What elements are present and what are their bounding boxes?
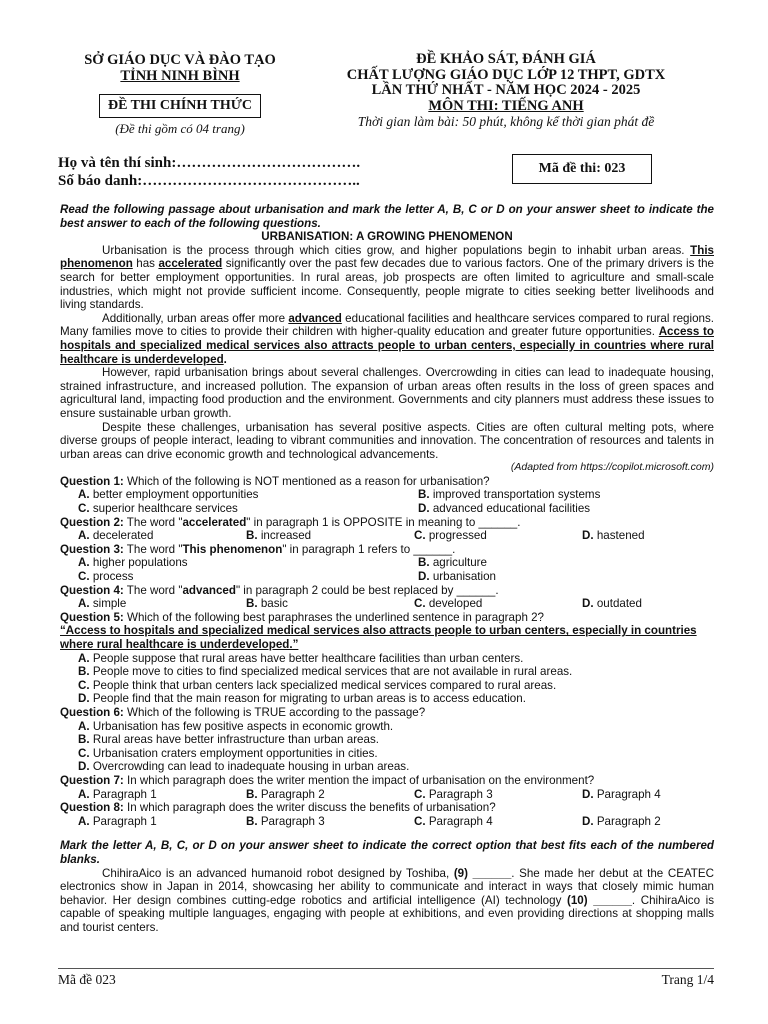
option-text: developed xyxy=(428,597,483,611)
option-c[interactable] xyxy=(78,502,418,516)
option-letter: C. xyxy=(78,746,90,760)
blank-10[interactable]: (10) ______ xyxy=(566,893,632,907)
p2-end: . xyxy=(223,352,227,366)
option-text: Paragraph 3 xyxy=(260,814,325,828)
option-d[interactable] xyxy=(582,788,682,802)
option-text: Urbanisation craters employment opportunities in cities. xyxy=(92,746,378,760)
option-d[interactable] xyxy=(582,597,682,611)
header-right xyxy=(318,52,694,130)
option-a[interactable] xyxy=(78,597,246,611)
question-4 xyxy=(60,584,714,598)
option-text: People find that the main reason for migrating to urban areas is to access education. xyxy=(92,692,526,706)
quoted-sentence: “Access to hospitals and specialized medical services also attracts people to urban centers, especially in countries where rural healthcare is underdeveloped.” xyxy=(60,624,697,651)
question-8 xyxy=(60,801,714,815)
question-keyword: accelerated xyxy=(182,515,247,529)
option-c[interactable] xyxy=(414,815,582,829)
exam-title-line3: LẦN THỨ NHẤT - NĂM HỌC 2024 - 2025 xyxy=(371,82,641,98)
option-letter: C. xyxy=(78,502,90,516)
spacer xyxy=(60,828,714,839)
option-text: improved transportation systems xyxy=(432,488,601,502)
option-text: Paragraph 3 xyxy=(428,787,493,801)
option-c[interactable] xyxy=(60,747,714,761)
option-text: Urbanisation has few positive aspects in economic growth. xyxy=(92,719,394,733)
passage-paragraph-3: However, rapid urbanisation brings about several challenges. Overcrowding in cities can lead to inadequate housing, strained infrastructure, and increased pollution. The expansion of urban areas often results in the loss of green spaces and agricultural land, impacting food production and the environment. Governments and city planners must address these issues to ensure sustainable urban growth. xyxy=(60,366,714,420)
cloze-text: . She made her debut at the CEATEC electronics show in Japan in 2014, showcasing her ability to communicate and interact in ways that closely mimic human behavior. Her design combines cutting-edge robotics and artificial intelligence (AI) technology xyxy=(60,866,714,907)
option-text: Paragraph 2 xyxy=(260,787,325,801)
footer-exam-code: Mã đề 023 xyxy=(58,972,116,987)
option-letter: B. xyxy=(246,597,258,611)
p1-text-a: Urbanisation is the process through which cities grow, and higher populations begin to inhabit urban areas. xyxy=(102,243,691,257)
option-letter: A. xyxy=(78,529,90,543)
exam-subject: MÔN THI: TIẾNG ANH xyxy=(428,97,584,114)
p1-underlined-accelerated: accelerated xyxy=(158,257,223,271)
option-letter: B. xyxy=(246,787,258,801)
option-text: Overcrowding can lead to inadequate housing in urban areas. xyxy=(92,760,410,774)
question-5 xyxy=(60,611,714,625)
footer-page-number: Trang 1/4 xyxy=(661,972,714,987)
question-label: Question 2: xyxy=(60,515,124,529)
question-label: Question 8: xyxy=(60,801,124,815)
option-text: increased xyxy=(260,529,312,543)
option-letter: B. xyxy=(246,814,258,828)
passage-title: URBANISATION: A GROWING PHENOMENON xyxy=(261,230,513,244)
question-3 xyxy=(60,543,714,557)
option-letter: A. xyxy=(78,814,90,828)
passage-paragraph-4: Despite these challenges, urbanisation has several positive aspects. Cities are often cultural melting pots, where diverse groups of people interact, leading to vibrant communities and innovation. The concentration of resources and talents in urban areas can drive economic growth and technological advancements. xyxy=(60,420,714,461)
option-a[interactable] xyxy=(60,720,714,734)
option-b[interactable] xyxy=(246,788,414,802)
p2-underlined-sentence: Access to hospitals and specialized medical services also attracts people to urban centers, especially in countries where rural healthcare is underdeveloped xyxy=(60,325,714,366)
option-text: higher populations xyxy=(92,556,188,570)
option-letter: C. xyxy=(414,814,426,828)
options-row xyxy=(60,556,714,570)
option-letter: C. xyxy=(78,678,90,692)
question-text: In which paragraph does the writer discuss the benefits of urbanisation? xyxy=(123,801,496,815)
option-letter: A. xyxy=(78,556,90,570)
p2-underlined-advanced: advanced xyxy=(288,311,342,325)
option-letter: B. xyxy=(78,733,90,747)
option-a[interactable] xyxy=(78,488,418,502)
option-letter: D. xyxy=(582,597,594,611)
option-text: process xyxy=(92,570,134,584)
option-letter: D. xyxy=(418,570,430,584)
option-a[interactable] xyxy=(78,556,418,570)
candidate-info xyxy=(58,154,360,190)
question-text: In which paragraph does the writer mention the impact of urbanisation on the environment? xyxy=(123,773,595,787)
option-letter: A. xyxy=(78,488,90,502)
exam-title-line1: ĐỀ KHẢO SÁT, ĐÁNH GIÁ xyxy=(416,51,596,67)
option-c[interactable] xyxy=(414,788,582,802)
p1-underlined-phenomenon: This phenomenon xyxy=(60,243,714,271)
option-text: hastened xyxy=(596,529,645,543)
option-b[interactable] xyxy=(60,665,714,679)
option-text: basic xyxy=(260,597,288,611)
question-text: Which of the following best paraphrases the underlined sentence in paragraph 2? xyxy=(123,610,545,624)
option-text: better employment opportunities xyxy=(92,488,259,502)
province-name: TỈNH NINH BÌNH xyxy=(120,68,240,84)
option-letter: B. xyxy=(418,488,430,502)
options-row xyxy=(60,815,714,829)
option-d[interactable] xyxy=(418,502,758,516)
option-text: urbanisation xyxy=(432,570,496,584)
option-letter: C. xyxy=(414,529,426,543)
option-a[interactable] xyxy=(60,652,714,666)
option-d[interactable] xyxy=(418,570,758,584)
page-footer xyxy=(58,968,714,987)
option-text: People move to cities to find specialized medical services that are not available in rural areas. xyxy=(92,665,573,679)
option-a[interactable] xyxy=(78,815,246,829)
passage-paragraph-1 xyxy=(60,244,714,312)
question-text: Which of the following is NOT mentioned as a reason for urbanisation? xyxy=(123,474,490,488)
question-text: The word " xyxy=(123,515,183,529)
candidate-name-line: Họ và tên thí sinh:………………………………. xyxy=(58,155,361,171)
option-c[interactable] xyxy=(414,529,582,543)
option-letter: D. xyxy=(418,502,430,516)
p1-text-b: has xyxy=(132,257,159,271)
header-left xyxy=(58,52,302,137)
option-text: simple xyxy=(92,597,127,611)
option-d[interactable] xyxy=(60,692,714,706)
option-text: superior healthcare services xyxy=(92,502,238,516)
option-d[interactable] xyxy=(582,815,682,829)
option-c[interactable] xyxy=(78,570,418,584)
option-letter: C. xyxy=(78,570,90,584)
option-b[interactable] xyxy=(246,529,414,543)
option-letter: A. xyxy=(78,787,90,801)
option-letter: C. xyxy=(414,597,426,611)
option-letter: B. xyxy=(246,529,258,543)
passage-source: (Adapted from https://copilot.microsoft.com) xyxy=(510,461,714,474)
option-b[interactable] xyxy=(418,488,758,502)
question-label: Question 1: xyxy=(60,474,124,488)
official-exam-box: ĐỀ THI CHÍNH THỨC xyxy=(99,94,261,118)
option-letter: A. xyxy=(78,651,90,665)
option-a[interactable] xyxy=(78,788,246,802)
cloze-text: . ChihiraAico is capable of speaking multiple languages, engaging with people at exhibitions, and even providing directions at shopping malls and tourist centers. xyxy=(60,893,714,934)
option-letter: D. xyxy=(582,814,594,828)
blank-9[interactable]: (9) ______ xyxy=(453,866,512,880)
department-name: SỞ GIÁO DỤC VÀ ĐÀO TẠO xyxy=(84,52,276,68)
question-keyword: advanced xyxy=(182,583,236,597)
section1-instruction: Read the following passage about urbanisation and mark the letter A, B, C or D on your answer sheet to indicate the best answer to each of the following questions. xyxy=(60,203,714,230)
exam-code-box: Mã đề thi: 023 xyxy=(512,154,652,184)
option-letter: D. xyxy=(78,692,90,706)
question-text: " in paragraph 2 could be best replaced by ______. xyxy=(235,583,499,597)
question-text: " in paragraph 1 refers to ______. xyxy=(282,542,456,556)
question-label: Question 5: xyxy=(60,610,124,624)
option-text: Rural areas have better infrastructure than urban areas. xyxy=(92,733,379,747)
option-b[interactable] xyxy=(246,597,414,611)
exam-content xyxy=(60,203,714,934)
option-letter: D. xyxy=(582,787,594,801)
option-text: People suppose that rural areas have better healthcare facilities than urban centers. xyxy=(92,651,524,665)
options-row xyxy=(60,529,714,543)
question-label: Question 3: xyxy=(60,542,124,556)
question-1 xyxy=(60,475,714,489)
question-text: Which of the following is TRUE according to the passage? xyxy=(123,705,426,719)
option-letter: D. xyxy=(78,760,90,774)
exam-time: Thời gian làm bài: 50 phút, không kể thời gian phát đề xyxy=(357,114,655,129)
option-letter: A. xyxy=(78,719,90,733)
option-c[interactable] xyxy=(60,679,714,693)
cloze-paragraph xyxy=(60,867,714,935)
question-label: Question 6: xyxy=(60,705,124,719)
question-label: Question 7: xyxy=(60,773,124,787)
option-b[interactable] xyxy=(418,556,758,570)
question-7 xyxy=(60,774,714,788)
option-text: decelerated xyxy=(92,529,154,543)
candidate-id-line: Số báo danh:…………………………………….. xyxy=(58,173,360,189)
section2-instruction: Mark the letter A, B, C, or D on your answer sheet to indicate the correct option that best fits each of the numbered blanks. xyxy=(60,839,714,866)
passage-paragraph-2 xyxy=(60,312,714,366)
option-text: Paragraph 1 xyxy=(92,787,157,801)
option-a[interactable] xyxy=(78,529,246,543)
option-letter: C. xyxy=(414,787,426,801)
option-text: Paragraph 2 xyxy=(596,814,661,828)
cloze-text: ChihiraAico is an advanced humanoid robot designed by Toshiba, xyxy=(102,866,454,880)
option-letter: A. xyxy=(78,597,90,611)
p1-text-c: significantly over the past few decades due to various factors. One of the primary drivers is the search for better employment opportunities. In rural areas, job prospects are often limited to agriculture and small-scale industries, which might not provide sufficient income. Consequently, people migrate to cities seeking better livelihoods and living standards. xyxy=(60,257,714,312)
option-letter: B. xyxy=(78,665,90,679)
options-row xyxy=(60,788,714,802)
option-d[interactable] xyxy=(60,760,714,774)
options-row xyxy=(60,570,714,584)
option-c[interactable] xyxy=(414,597,582,611)
pages-note: (Đề thi gồm có 04 trang) xyxy=(115,121,245,136)
option-b[interactable] xyxy=(60,733,714,747)
question-label: Question 4: xyxy=(60,583,124,597)
option-text: People think that urban centers lack specialized medical services compared to rural areas. xyxy=(92,678,557,692)
option-text: progressed xyxy=(428,529,487,543)
question-text: " in paragraph 1 is OPPOSITE in meaning to ______. xyxy=(246,515,521,529)
option-text: outdated xyxy=(596,597,642,611)
question-2 xyxy=(60,516,714,530)
question-text: The word " xyxy=(123,583,183,597)
option-text: Paragraph 4 xyxy=(596,787,661,801)
exam-title-line2: CHẤT LƯỢNG GIÁO DỤC LỚP 12 THPT, GDTX xyxy=(346,66,666,83)
option-text: Paragraph 4 xyxy=(428,814,493,828)
option-b[interactable] xyxy=(246,815,414,829)
option-text: Paragraph 1 xyxy=(92,814,157,828)
options-row xyxy=(60,597,714,611)
options-row xyxy=(60,502,714,516)
option-letter: D. xyxy=(582,529,594,543)
question-text: The word " xyxy=(123,542,183,556)
p2-text-b: educational facilities and healthcare services compared to rural regions. Many families move to cities to provide their children with higher-quality education and greater future opportunities. xyxy=(60,311,714,339)
question-keyword: This phenomenon xyxy=(182,542,283,556)
options-row xyxy=(60,488,714,502)
question-6 xyxy=(60,706,714,720)
option-d[interactable] xyxy=(582,529,682,543)
p2-text-a: Additionally, urban areas offer more xyxy=(102,311,289,325)
option-letter: B. xyxy=(418,556,430,570)
option-text: advanced educational facilities xyxy=(432,502,591,516)
option-text: agriculture xyxy=(432,556,487,570)
